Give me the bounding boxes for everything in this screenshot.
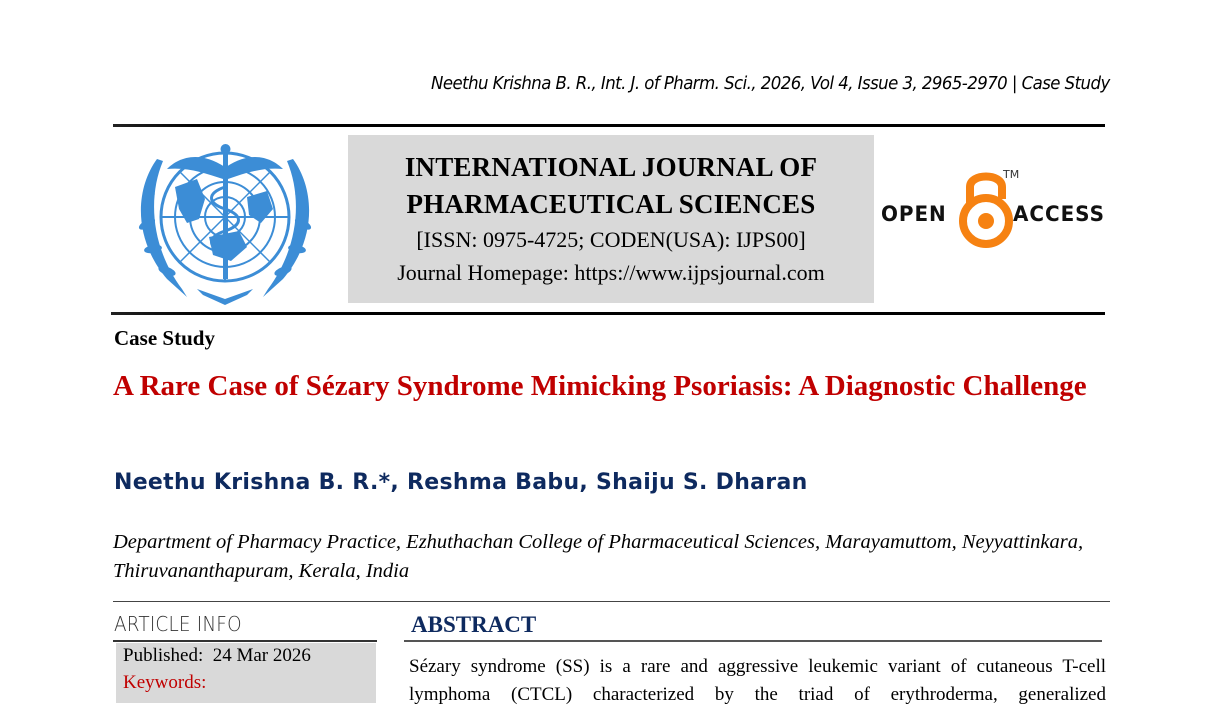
- section-divider: [113, 601, 1110, 602]
- article-info-box: [116, 643, 376, 703]
- abstract-text: Sézary syndrome (SS) is a rare and aggressive leukemic variant of cutaneous T-cell lymphoma (CTCL) characterized by the triad of erythroderma, generalized: [409, 656, 1106, 705]
- journal-name-line2: PHARMACEUTICAL SCIENCES: [406, 189, 816, 219]
- trademark-mark: TM: [1003, 168, 1020, 181]
- journal-emblem-icon: [127, 139, 323, 305]
- abstract-heading: ABSTRACT: [411, 612, 537, 637]
- article-type: Case Study: [114, 326, 215, 350]
- keywords-label: Keywords:: [123, 672, 207, 693]
- article-info-heading: ARTICLE INFO: [114, 612, 242, 636]
- author-list: Neethu Krishna B. R.*, Reshma Babu, Shaiju S. Dharan: [114, 470, 808, 495]
- journal-homepage-link[interactable]: Journal Homepage: https://www.ijpsjournal.com: [397, 260, 825, 285]
- access-label: ACCESS: [1013, 202, 1105, 226]
- journal-masthead-box: [348, 135, 874, 303]
- published-date: Published: 24 Mar 2026: [123, 645, 311, 666]
- author-affiliation: Department of Pharmacy Practice, Ezhuthachan College of Pharmaceutical Sciences, Marayamuttom, Neyyattinkara, Thiruvananthapuram, Kerala, India: [113, 531, 1084, 582]
- article-info-rule: [113, 640, 377, 642]
- abstract-rule: [404, 640, 1102, 642]
- masthead-bottom-rule: [111, 312, 1105, 315]
- open-access-badge: [878, 165, 1108, 255]
- journal-name-line1: INTERNATIONAL JOURNAL OF: [404, 152, 818, 182]
- running-header: Neethu Krishna B. R., Int. J. of Pharm. Sci., 2026, Vol 4, Issue 3, 2965-2970 | Case Study: [431, 73, 1110, 94]
- masthead-top-rule: [113, 124, 1105, 127]
- journal-name: [348, 149, 874, 223]
- issn-line: [ISSN: 0975-4725; CODEN(USA): IJPS00]: [416, 227, 806, 252]
- article-title: A Rare Case of Sézary Syndrome Mimicking Psoriasis: A Diagnostic Challenge: [113, 370, 1087, 402]
- open-label: OPEN: [881, 202, 947, 226]
